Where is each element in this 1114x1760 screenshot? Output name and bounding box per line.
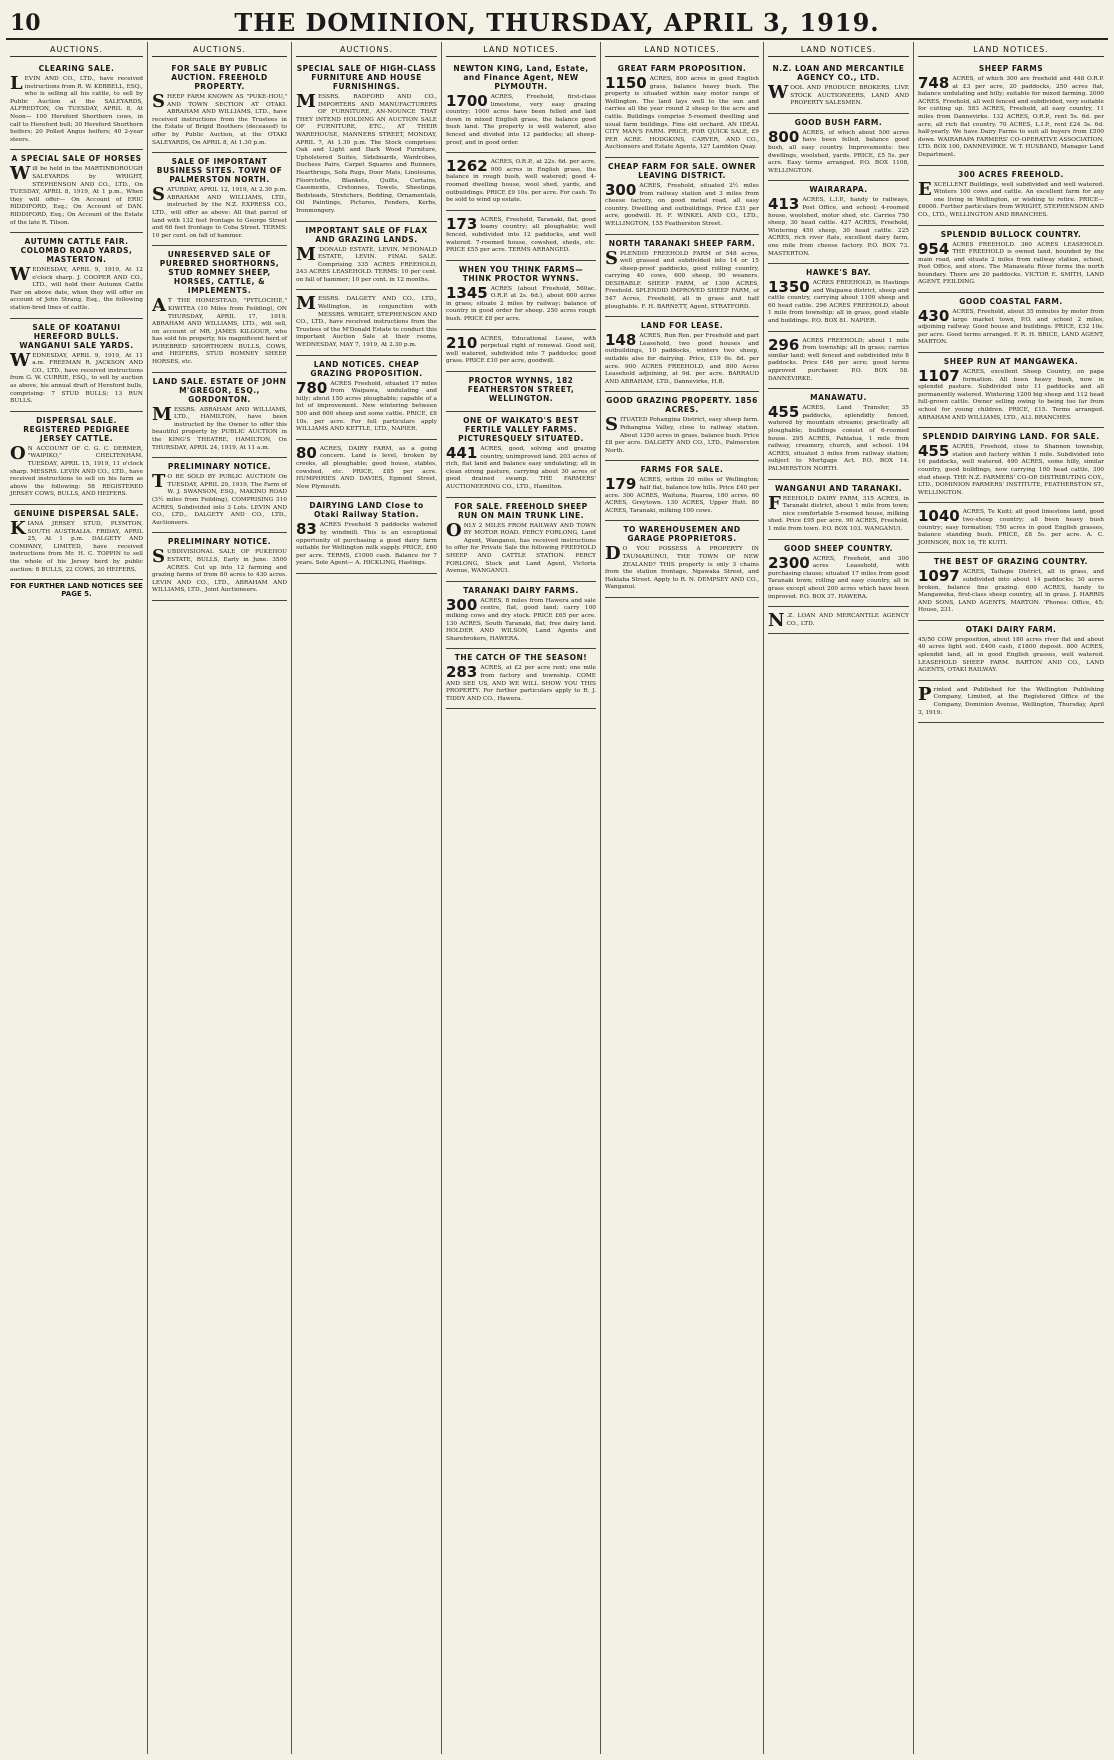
drop-cap: A [152, 295, 166, 317]
ad-title: CHEAP FARM FOR SALE. OWNER LEAVING DISTRICT. [607, 161, 756, 180]
ad-title: TARANAKI DAIRY FARMS. [463, 585, 579, 595]
ad-body: ONLY 2 MILES FROM RAILWAY AND TOWN BY MOTOR ROAD. PERCY FORLONG, Land Agent, Wanganui, has received instructions to offer for Private Sale the following FREEHOLD SHEEP AND CATTLE STATION. PERCY FORLONG, Stock and Land Agent, Victoria Avenue, WANGANUI. [446, 519, 596, 575]
ad-body: Printed and Published for the Wellington Publishing Company, Limited, at the Registered Office of the Company, Dominion Avenue, Wellington, Thursday, April 3, 1919. [918, 683, 1104, 716]
ad-body: WOOL AND PRODUCE BROKERS, LIVE STOCK AUCTIONEERS, LAND AND PROPERTY SALESMEN. [768, 82, 909, 107]
ad-title: SHEEP RUN AT MANGAWEKA. [943, 357, 1079, 367]
ad-body: 83 ACRES Freehold 5 paddocks watered by windmill. This is an exceptional opportunity of purchasing a good dairy farm suitable for Wellington milk supply. PRICE, £60 per acre. TERMS, £1000 cash. Balance for 7 years. Sole Agent— A. HICKLING, Hastings. [296, 520, 437, 567]
ad-acreage: 430 [918, 307, 950, 326]
ad-acreage: 780 [296, 378, 328, 397]
drop-cap: M [296, 91, 316, 112]
advertisement [768, 264, 909, 332]
column-heading: AUCTIONS. [296, 42, 437, 57]
ad-title: PROCTOR WYNNS, 182 FEATHERSTON STREET, WELLINGTON. [467, 376, 575, 404]
advertisement [918, 503, 1104, 553]
ad-title: WANGANUI AND TARANAKI. [774, 483, 903, 493]
newspaper-title: THE DOMINION, THURSDAY, APRIL 3, 1919. [234, 8, 880, 37]
advertisement [605, 60, 759, 158]
advertisement [768, 332, 909, 390]
column-5 [601, 42, 764, 1754]
column-heading: AUCTIONS. [10, 42, 143, 57]
drop-cap: S [152, 546, 165, 568]
ad-title: HAWKE'S BAY. [805, 268, 872, 278]
advertisement [446, 261, 596, 330]
advertisement [446, 412, 596, 498]
ad-body: 430 ACRES, Freehold, about 35 minutes by motor from large market town, P.O. and school 2 miles, adjoining railway. Good house and buildings. PRICE, £32 10s. per acre. Good terms arranged. F. R. H. BRICE, LAND AGENT, MARTON. [918, 307, 1104, 346]
ad-title: SALE OF KOATANUI HEREFORD BULLS. WANGANUI SALE YARDS. [19, 322, 134, 350]
advertisement [152, 458, 287, 533]
ad-title: LAND FOR LEASE. [640, 321, 724, 331]
ad-body: SUBDIVISIONAL SALE OF PUKEHOU ESTATE, BULLS, Early in June. 3500 ACRES. Cut up into 12 farming and grazing farms of from 80 acres to 430 acres. LEVIN AND CO., LTD., ABRAHAM AND WILLIAMS, LTD., Joint Auctioneers. [152, 546, 287, 594]
advertisement [768, 607, 909, 634]
column-4 [442, 42, 601, 1754]
advertisement [10, 60, 143, 150]
ad-title: GOOD SHEEP COUNTRY. [783, 543, 894, 553]
columns-container [6, 42, 1108, 1754]
advertisement [918, 621, 1104, 681]
ad-acreage: 748 [918, 74, 950, 92]
ad-body: 413 ACRES, L.I.P., handy to railways, Post Office, and school; 4-roomed house, woolshed, motor shed, etc. Carries 750 sheep, 30 head cattle. 427 ACRES, Freehold, Wintering 450 sheep, 30 head cattle. 225 ACRES, rich river flats, excellent dairy farm, one mile from cheese factory. P.O. BOX 73. MASTERTON. [768, 195, 909, 257]
ad-body: 283 ACRES, at £2 per acre rent; one mile from factory and township. COME AND SEE US, AND WE WILL SHOW YOU THIS PROPERTY. For further particulars apply to R. J. TIDDY AND CO., Hawera. [446, 663, 596, 702]
ad-body: T O BE SOLD BY PUBLIC AUCTION On TUESDAY, APRIL 29, 1919, The Farm of W. J. SWANSON, ESQ., MAKINO ROAD (3½ miles from Feilding), COMPRISING 310 ACRES, Subdivided into 3 Lots. LEVIN AND CO., LTD., DALGETY AND CO., LTD., Auctioneers. [152, 471, 287, 526]
advertisement [10, 505, 143, 580]
ad-acreage: 296 [768, 335, 800, 354]
advertisement [446, 498, 596, 582]
advertisement [605, 461, 759, 521]
drop-cap: D [605, 543, 621, 565]
drop-cap: W [10, 163, 31, 185]
advertisement [446, 211, 596, 261]
column-7 [914, 42, 1108, 1754]
ad-acreage: 300 [446, 595, 478, 614]
ad-title: A SPECIAL SALE OF HORSES [11, 154, 142, 164]
ad-body: M 'DONALD ESTATE, LEVIN. M'DONALD ESTATE, LEVIN. FINAL SALE. Comprising 335 ACRES FREEHOLD, 243 ACRES LEASEHOLD. TERMS: 10 per cent. on fall of hammer; 10 per cent. in 12 months. [296, 243, 437, 283]
column-heading: LAND NOTICES. [918, 42, 1104, 57]
drop-cap: F [768, 492, 781, 514]
advertisement [152, 373, 287, 459]
ad-title: DISPERSAL SALE. REGISTERED PEDIGREE JERSEY CATTLE. [23, 415, 130, 443]
ad-acreage: 455 [918, 442, 950, 461]
ad-acreage: 173 [446, 214, 478, 233]
ad-acreage: 1107 [918, 367, 960, 386]
ad-title: UNRESERVED SALE OF PUREBRED SHORTHORNS, STUD ROMNEY SHEEP, HORSES, CATTLE, & IMPLEMENTS. [159, 250, 280, 296]
advertisement [918, 428, 1104, 503]
ad-title: WHEN YOU THINK FARMS—THINK PROCTOR WYNNS. [458, 264, 584, 283]
ad-title: GOOD BUSH FARM. [794, 117, 883, 127]
drop-cap: O [10, 442, 26, 464]
drop-cap: S [152, 184, 165, 206]
advertisement [918, 293, 1104, 353]
ad-acreage: 179 [605, 475, 637, 494]
ad-body: 1350 ACRES FREEHOLD, in Hastings and Waipawa district, sheep and cattle country, carrying about 1100 sheep and 60 head cattle. 296 ACRES FREEHOLD, about 1 mile from township; all in grass, good stable and buildings. P.O. BOX 81. NAPIER. [768, 278, 909, 325]
ad-acreage: 210 [446, 333, 478, 352]
ad-body: SHEEP FARM KNOWN AS "PUKE-HOU," AND TOWN SECTION AT OTAKI. ABRAHAM AND WILLIAMS, LTD., have received instructions from the Trustees in the Estate of Brigid Boothers (deceased) to offer by Public Auction, at the OTAKI SALEYARDS, On APRIL 8, At 1.30 p.m. [152, 91, 287, 146]
ad-acreage: 148 [605, 331, 637, 350]
ad-body: 300 ACRES, 8 miles from Hawera and sale centre, flat, good land; carry 100 milking cows and dry stock. PRICE £65 per acre. 130 ACRES, South Taranaki, flat, free dairy land. HOLDER AND WILSON, Land Agents and Sharebrokers, HAWERA. [446, 595, 596, 642]
page-number: 10 [10, 10, 41, 36]
ad-body: Will be held in the MARTINBOROUGH SALEYARDS by WRIGHT, STEPHENSON AND CO., LTD., On TUESDAY, APRIL 8, 1919, At 1 p.m., When they will offer— On Account of ERIC RIDDIFORD, Esq.; On Account of DAN. RIDDIFORD, Esq.; On Account of the Estate of the late R. Tilson. [10, 163, 143, 226]
ad-title: CLEARING SALE. [38, 64, 115, 73]
ad-title: FARMS FOR SALE. [640, 465, 724, 475]
advertisement [918, 166, 1104, 226]
ad-title: SHEEP FARMS [978, 64, 1044, 73]
ad-body: FREEHOLD DAIRY FARM, 315 ACRES, in Taranaki district, about 1 mile from town; nice comfortable 5-roomed house, milking shed. Price £95 per acre. 90 ACRES, Freehold, 1 mile from town. P.O. BOX 103. WANGANUI. [768, 492, 909, 532]
advertisement [296, 60, 437, 222]
drop-cap: O [446, 519, 462, 541]
drop-cap: N [768, 610, 785, 632]
ad-acreage: 1700 [446, 92, 488, 110]
advertisement [605, 392, 759, 461]
advertisement [918, 226, 1104, 294]
advertisement [10, 412, 143, 505]
ad-body: WEDNESDAY, APRIL 9, 1919, At 12 o'clock sharp. J. COOPER AND CO., LTD., will hold their Autumn Cattle Fair on above date, when they will offer on account of John Strang, Esq., the following station-bred lines of cattle. [10, 264, 143, 312]
drop-cap: S [605, 414, 618, 436]
ad-acreage: 300 [605, 180, 637, 199]
advertisement [768, 540, 909, 608]
advertisement [605, 317, 759, 392]
column-6 [764, 42, 914, 1754]
ad-body: 1040 ACRES, Te Kuiti; all good limestone land, good two-sheep country; all been heavy bush country; easy formation; 750 acres in good English grasses, balance standing bush. PRICE, £8 5s. per acre. A. C. JOHNSON, BOX 16, TE KUITI. [918, 507, 1104, 546]
drop-cap: T [152, 471, 166, 493]
ad-title: PRELIMINARY NOTICE. [167, 537, 272, 547]
ad-body: D O YOU POSSESS A PROPERTY IN TAUMARUNUI, THE TOWN OF NEW ZEALAND? THIS property is only 3 chains from the station frontage, Ngawaka Street, and Hakiaha Street. Apply to R. N. DEMPSEY AND CO., Wanganui. [605, 543, 759, 591]
page-reference-footer: FOR FURTHER LAND NOTICES SEE PAGE 5. [10, 582, 143, 599]
ad-body: EXCELLENT Buildings, well subdivided and well watered. Winters 100 cows and cattle. An excellent farm for any one living in Wellington, or wishing to retire. PRICE—£6000. Further particulars from WRIGHT, STEPHENSON AND CO., LTD., WELLINGTON AND BRANCHES. [918, 178, 1104, 218]
advertisement [768, 114, 909, 182]
advertisement [918, 553, 1104, 621]
ad-body: SITUATED Pohangina District, easy sheep farm. Pohangina Valley, close to railway station. About 1250 acres in grass, balance bush. Price £8 per acre. DALGETY AND CO., LTD., Palmerston North. [605, 414, 759, 454]
ad-body: 45/50 COW proposition, about 180 acres river flat and about 40 acres light soil. £400 cash, £1800 deposit. 800 ACRES, splendid land, all in good English grasses, well watered. LEASEHOLD SHEEP FARM. BARTON AND CO., LAND AGENTS, OTAKI RAILWAY. [918, 636, 1104, 674]
ad-title: THE CATCH OF THE SEASON! [454, 653, 588, 663]
drop-cap: P [918, 683, 932, 705]
ad-title: OTAKI DAIRY FARM. [965, 624, 1057, 634]
advertisement [446, 60, 596, 153]
ad-body: 210 ACRES, Educational Lease, with perpetual right of renewal. Good soil, well watered, subdivided into 7 paddocks; good grass. PRICE £10 per acre, goodwill. [446, 333, 596, 365]
ad-acreage: 455 [768, 403, 800, 422]
advertisement [768, 60, 909, 114]
ad-body: KIANA JERSEY STUD, PLYMTON, SOUTH AUSTRALIA. FRIDAY, APRIL 25, At 1 p.m. DALGETY AND COMPANY, LIMITED, have received instructions from Mr. H. C. TOPPIN to sell the whole of his Jersey herd by public auction: 8 BULLS, 22 COWS, 20 HEIFERS. [10, 517, 143, 573]
ad-body: 441 ACRES, good, solving and grazing country, unimproved land. 203 acres of rich, flat land and balance easy undulating; all in clean strong pasture, carrying about 30 acres of good drained swamp. THE FARMERS' AUCTIONEERING CO., LTD., Hamilton. [446, 444, 596, 490]
ad-acreage: 441 [446, 444, 478, 463]
drop-cap: M [296, 293, 316, 315]
ad-acreage: 283 [446, 663, 478, 682]
ad-title: GOOD GRAZING PROPERTY. 1856 ACRES. [606, 396, 758, 415]
ad-body: 1097 ACRES, Taihape District, all in grass, and subdivided into about 14 paddocks; 30 acres broken, balance fine grazing. 600 ACRES, handy to Mangaweka, first-class sheep country, all in grass. J. HARRIS AND SONS, LAND AGENTS, MARTON. 'Phones: Office, 45; House, 231. [918, 567, 1104, 614]
advertisement [918, 353, 1104, 428]
ad-acreage: 1262 [446, 157, 488, 176]
drop-cap: W [10, 349, 31, 371]
ad-body: SATURDAY, APRIL 12, 1919, At 2.30 p.m. ABRAHAM AND WILLIAMS, LTD., instructed by the N.Z. EXPRESS CO., LTD., will offer as above: All that parcel of land with 132 feet frontage to George Street and 66 feet frontage to Coba Street. TERMS: 10 per cent. on fall of hammer. [152, 184, 287, 239]
advertisement [918, 60, 1104, 166]
drop-cap: L [10, 73, 23, 94]
advertisement [768, 389, 909, 479]
advertisement [768, 480, 909, 540]
ad-title: ONE OF WAIKATO'S BEST FERTILE VALLEY FARMS. PICTURESQUELY SITUATED. [458, 416, 584, 444]
ad-body: SPLENDID FREEHOLD FARM of 548 acres, well grassed and subdivided into 14 or 15 sheep-proof paddocks, good rolling country, carrying 40 cows, 600 sheep, 90 weaners. DESIRABLE SHEEP FARM, of 1300 ACRES, Freehold. SPLENDID IMPROVED SHEEP FARM, of 547 Acres, Freehold, all in grass and half ploughable. F. H. BARNETT, Agent, STRATFORD. [605, 247, 759, 310]
ad-acreage: 954 [918, 239, 950, 258]
ad-body: 748 ACRES, of which 300 are freehold and 448 O.R.P. at £3 per acre, 20 paddocks, 250 acres flat, balance undulating and hilly; suitable for mixed farming. 2000 ACRES, Freehold, all well fenced and subdivided, very suitable for cutting up. 583 ACRES, Freehold, all easy country, 11 miles from Dannevirke. 132 ACRES, O.R.P., rent 5s. 6d. per acre, all rich flat country. 70 ACRES, L.I.P., rent £24 3s. 6d. half-yearly. We have Dairy Farms to suit all buyers from £500 down. WAIRARAPA FARMERS' CO-OPERATIVE ASSOCIATION, LTD. BOX 100, DANNEVIRKE. W. T. HUSBAND, Manager Land Department. [918, 74, 1104, 158]
ad-acreage: 1345 [446, 283, 488, 302]
advertisement [446, 582, 596, 650]
ad-body: 800 ACRES, of which about 500 acres have been felled, balance good bush, all easy country. Improvements: two dwellings, woolshed, yards. PRICE, £5 5s. per acre. Easy terms arranged. P.O. BOX 1108, WELLINGTON. [768, 127, 909, 174]
ad-body: 455 ACRES, Freehold, close to Shannon township, station and factory within 1 mile. Subdivided into 16 paddocks, well watered. 490 ACRES, some hilly, similar country, good buildings, now carrying 100 head cattle, 300 stud sheep. THE N.Z. FARMERS' CO-OP. DISTRIBUTING COY., LTD., DOMINION FARMERS' INSTITUTE, FEATHERSTON ST., WELLINGTON. [918, 442, 1104, 496]
advertisement [768, 181, 909, 264]
ad-title: SPLENDID DAIRYING LAND. FOR SALE. [922, 432, 1100, 442]
masthead [6, 8, 1108, 40]
ad-title: NORTH TARANAKI SHEEP FARM. [608, 238, 756, 248]
column-heading: LAND NOTICES. [768, 42, 909, 57]
advertisement [446, 372, 596, 412]
ad-body: WEDNESDAY, APRIL 9, 1919, At 11 a.m. FREEMAN R. JACKSON AND CO., LTD., have received instructions from G. W. CURRIE, ESQ., to sell by auction as above, his annual draft of Hereford bulls, comprising: 7 STUD BULLS; 13 RUN BULLS. [10, 349, 143, 405]
ad-body: 173 ACRES, Freehold, Taranaki, flat, good loamy country; all ploughable; well fenced, subdivided into 12 paddocks, and well watered. 7-roomed house, cowshed, sheds, etc. PRICE £55 per acre. TERMS ARRANGED. [446, 214, 596, 254]
ad-body: MESSRS. ABRAHAM AND WILLIAMS, LTD., HAMILTON, have been instructed by the Owner to offer this beautiful property by PUBLIC AUCTION in the KING'S THEATRE, HAMILTON, On THURSDAY, APRIL 24, 1919, At 11 a.m. [152, 403, 287, 451]
ad-body: 1345 ACRES (about Freehold, 560ac. O.R.P. at 2s. 6d.), about 600 acres in grass; situate 2 miles by railway; balance of country in good order for sheep. 250 acres rough bush. PRICE £8 per acre. [446, 283, 596, 323]
ad-title: FOR SALE BY PUBLIC AUCTION. FREEHOLD PROPERTY. [171, 64, 268, 91]
advertisement [446, 649, 596, 709]
ad-title: GENUINE DISPERSAL SALE. [13, 508, 140, 518]
ad-acreage: 1097 [918, 567, 960, 586]
ad-acreage: 83 [296, 520, 317, 539]
ad-acreage: 1150 [605, 74, 647, 92]
ad-title: IMPORTANT SALE OF FLAX AND GRAZING LANDS. [305, 225, 428, 244]
column-heading: AUCTIONS. [152, 42, 287, 57]
ad-title: FOR SALE. FREEHOLD SHEEP RUN ON MAIN TRUNK LINE. [454, 501, 588, 520]
ad-body: MESSRS. RADFORD AND CO., IMPORTERS AND MANUFACTURERS OF FURNITURE, AN-NOUNCE THAT THEY INTEND HOLDING AN AUCTION SALE OF FURNITURE, ETC., AT THEIR WAREHOUSE, MANNERS STREET, MONDAY, APRIL 7, At 1.30 p.m. The Stock comprises: Oak and Light and Dark Wood Furniture, Upholstered Suites, Sideboards, Wardrobes, Duchess Pairs, Carpet Squares and Runners, Hearthrugs, Sofa Rugs, Door Mats, Linoleums, Floorcloths, Blankets, Quilts, Curtains, Casements, Cretonnes, Towels, Sheetings, Bedsteads, Stretchers, Bedding, Ornamentals, Oil Paintings, Pictures, Fenders, Kerbs, Ironmongery. [296, 91, 437, 214]
ad-title: SPECIAL SALE OF HIGH-CLASS FURNITURE AND HOUSE FURNISHINGS. [296, 64, 437, 91]
column-3 [292, 42, 442, 1754]
advertisement [152, 246, 287, 372]
drop-cap: K [10, 517, 26, 539]
column-1 [6, 42, 148, 1754]
ad-title: GREAT FARM PROPOSITION. [617, 64, 747, 73]
ad-title: GOOD COASTAL FARM. [959, 297, 1063, 307]
ad-body: 1150 ACRES, 800 acres in good English grass, balance heavy bush. The property is situated within easy motor range of Wellington. The land lays well to the sun and carries all the year round 2 sheep to the acre and cattle. Buildings comprise 5-roomed dwelling and usual farm buildings. Fine old orchard. AN IDEAL CITY MAN'S FARM. PRICE, FOR QUICK SALE, £9 PER ACRE. HODGKINS, CARVER, AND CO., Auctioneers and Estate Agents, 127 Lambton Quay. [605, 74, 759, 151]
advertisement [10, 233, 143, 319]
advertisement [296, 356, 437, 440]
ad-body: O N ACCOUNT OF C. G. C. DERMER, "WAIPIKO," CHELTENHAM. TUESDAY, APRIL 15, 1919, 11 o'clock sharp. MESSRS. LEVIN AND CO., LTD., have received instructions to sell on his farm as above the following: 58 REGISTERED JERSEY COWS, BULLS, AND HEIFERS. [10, 442, 143, 498]
ad-body: 1262 ACRES, O.R.P., at 22s. 6d. per acre, 900 acres in English grass, the balance in rough bush, well watered; good 4-roomed dwelling house, wool shed, yards, and outbuildings. PRICE £9 10s. per acre. For cash. To be sold to wind up estate. [446, 157, 596, 204]
ad-body: 780 ACRES Freehold, situated 17 miles from Waipawa, undulating and hilly; about 150 acres ploughable; capable of a lot of improvement. New wintering between 500 and 600 sheep and some cattle. PRICE, £8 10s. per acre. For full particulars apply WILLIAMS AND KETTLE, LTD., NAPIER. [296, 378, 437, 433]
ad-title: NEWTON KING, Land, Estate, and Finance Agent, NEW PLYMOUTH. [453, 64, 589, 91]
ad-body: 296 ACRES FREEHOLD; about 1 mile from township; all in grass; carries similar land; well fenced and subdivided into 8 paddocks. Price £46 per acre; good terms approved purchaser. P.O. BOX 58. DANNEVIRKE. [768, 335, 909, 382]
ad-title: SPLENDID BULLOCK COUNTRY. [940, 229, 1082, 239]
advertisement [152, 533, 287, 601]
advertisement [10, 150, 143, 233]
advertisement [10, 319, 143, 412]
advertisement [446, 153, 596, 211]
ad-title: LAND NOTICES. CHEAP GRAZING PROPOSITION. [310, 359, 423, 378]
advertisement [152, 153, 287, 246]
ad-acreage: 1040 [918, 507, 960, 526]
drop-cap: M [152, 403, 172, 425]
advertisement [296, 222, 437, 291]
advertisement [605, 521, 759, 598]
drop-cap: W [768, 82, 789, 103]
ad-body: 148 ACRES, Run Ren. per Freehold and part Leasehold, two good houses and outbuildings, 10 paddocks, winters two sheep, suitable also for dairying. Price, £19 6s. 8d. per acre. 900 ACRES FREEHOLD, and 800 Acres Leasehold adjoining, at 9d. per acre. BARRAUD AND ABRAHAM, LTD., Dannevirke, H.B. [605, 331, 759, 385]
advertisement [918, 681, 1104, 723]
ad-title: MANAWATU. [810, 393, 867, 403]
advertisement [605, 235, 759, 318]
ad-title: N.Z. LOAN AND MERCANTILE AGENCY CO., LTD. [772, 64, 905, 82]
ad-body: MESSRS. DALGETY AND CO., LTD., Wellington, in conjunction with MESSRS. WRIGHT, STEPHENSON AND CO., LTD., have received instructions from the Trustees of the M'Donald Estate to conduct this important Auction Sale at their rooms, WEDNESDAY, MAY 7, 1919, At 2.30 p.m. [296, 293, 437, 349]
advertisement [296, 497, 437, 574]
drop-cap: W [10, 264, 31, 286]
ad-body: N .Z. LOAN AND MERCANTILE AGENCY CO., LTD. [768, 610, 909, 632]
advertisement [605, 158, 759, 235]
ad-body: 455 ACRES, Land Transfer, 35 paddocks, splendidly fenced, watered by mountain streams; practically all ploughable; buildings consist of 6-roomed house. 295 ACRES, Pahiatua, 1 mile from railway, creamery, church, and school. 194 ACRES, situated 3 miles from railway station; subject to Mortgage Act. P.O. BOX 14. PALMERSTON NORTH. [768, 403, 909, 472]
ad-title: TO WAREHOUSEMEN AND GARAGE PROPRIETORS. [623, 525, 741, 544]
advertisement [296, 290, 437, 355]
ad-acreage: 1350 [768, 278, 810, 297]
ad-body: 80 ACRES, DAIRY FARM, as a going concern. Land is level, broken by creeks, all ploughable; good house, stables, cowshed, etc. PRICE, £85 per acre. HUMPHRIES AND DAVIES, Egmont Street, New Plymouth. [296, 443, 437, 490]
ad-title: PRELIMINARY NOTICE. [167, 462, 272, 472]
ad-acreage: 2300 [768, 553, 810, 572]
drop-cap: E [918, 178, 932, 200]
ad-body: 2300 ACRES, Freehold, and 300 acres Leasehold, with purchasing clause; situated 17 miles from good Taranaki town; rolling and easy country, all in grass except about 200 acres which have been improved. P.O. BOX 37. HAWERA. [768, 553, 909, 600]
drop-cap: S [605, 247, 618, 269]
ad-title: 300 ACRES FREEHOLD. [958, 169, 1064, 179]
ad-body: LEVIN AND CO., LTD., have received instructions from R. W. KEBBELL, ESQ., who is selling all his cattle, to sell by Public Auction at the SALEYARDS, ALFREDTON, On TUESDAY, APRIL 8, At Noon— 100 Hereford Shorthorn cows, in calf to Hereford bull; 30 Hereford Shorthorn heifers; 20 Polled Angus heifers; 40 2-year steers. [10, 73, 143, 143]
drop-cap: S [152, 91, 165, 112]
ad-body: 954 ACRES FREEHOLD. 360 ACRES LEASEHOLD. THE FREEHOLD is owned land, bounded by the main road, and situate 2 miles from railway station, school, Post Office, and store. The Manawatu River forms the north boundary. There are 20 paddocks. VICTOR E. SMITH, LAND AGENT, FEILDING. [918, 239, 1104, 286]
ad-body: 179 ACRES, within 20 miles of Wellington; half flat, balance low hills. Price £40 per acre. 300 ACRES, Waituna, Ruaroa, 180 acres. 60 ACRES, Greytown. 130 ACRES, Upper Hutt. 80 ACRES, Taranaki, milking 100 cows. [605, 475, 759, 514]
advertisement [296, 440, 437, 498]
ad-acreage: 800 [768, 127, 800, 146]
advertisement [152, 60, 287, 153]
ad-title: THE BEST OF GRAZING COUNTRY. [934, 557, 1088, 567]
ad-title: SALE OF IMPORTANT BUSINESS SITES. TOWN OF PALMERSTON NORTH. [156, 157, 283, 185]
ad-body: 300 ACRES, Freehold, situated 2½ miles from railway station and 3 miles from cheese factory, on good metal road, all easy country. Dwelling and outbuildings. Price £31 per acre, goodwill. H. F. WINKEL AND CO., LTD., WELLINGTON, 155 Featherston Street. [605, 180, 759, 227]
ad-title: AUTUMN CATTLE FAIR. COLOMBO ROAD YARDS, MASTERTON. [20, 237, 133, 265]
ad-body: 1700 ACRES, Freehold, first-class limestone, very easy grazing country; 1000 acres have been felled and laid down in mixed English grass, the balance good bush land. The property is well watered, also fenced and divided into 12 paddocks; all sheep-proof, and in good order. [446, 92, 596, 146]
column-2 [148, 42, 292, 1754]
ad-title: LAND SALE. ESTATE OF JOHN M'GREGOR, ESQ., GORDONTON. [152, 376, 287, 404]
ad-acreage: 80 [296, 443, 317, 462]
ad-title: WAIRARAPA. [809, 185, 868, 195]
advertisement [446, 330, 596, 372]
column-heading: LAND NOTICES. [605, 42, 759, 57]
ad-body: A T THE HOMESTEAD, "PYTLOCHIE," KIWITEA (10 Miles from Feilding), ON THURSDAY, APRIL 17, 1919. ABRAHAM AND WILLIAMS, LTD., will sell, on account of MR. JAMES KILGOUR, who has sold his property, his magnificent herd of PUREBRED SHORTHORN BULLS, COWS, and HEIFERS, STUD ROMNEY SHEEP, HORSES, etc. [152, 295, 287, 366]
ad-body: 1107 ACRES, excellent Sheep Country, on papa formation. All been heavy bush, now in splendid pasture. Subdivided into 11 paddocks and all permanently watered. Wintering 1200 big sheep and 112 head full-grown cattle. Owner selling owing to being too far from school for young children. PRICE, £15. Terms arranged. ABRAHAM AND WILLIAMS, LTD., ALL BRANCHES. [918, 367, 1104, 421]
ad-title: DAIRYING LAND Close to Otaki Railway Station. [309, 501, 424, 520]
ad-acreage: 413 [768, 195, 800, 214]
column-heading: LAND NOTICES. [446, 42, 596, 57]
drop-cap: M [296, 243, 316, 265]
